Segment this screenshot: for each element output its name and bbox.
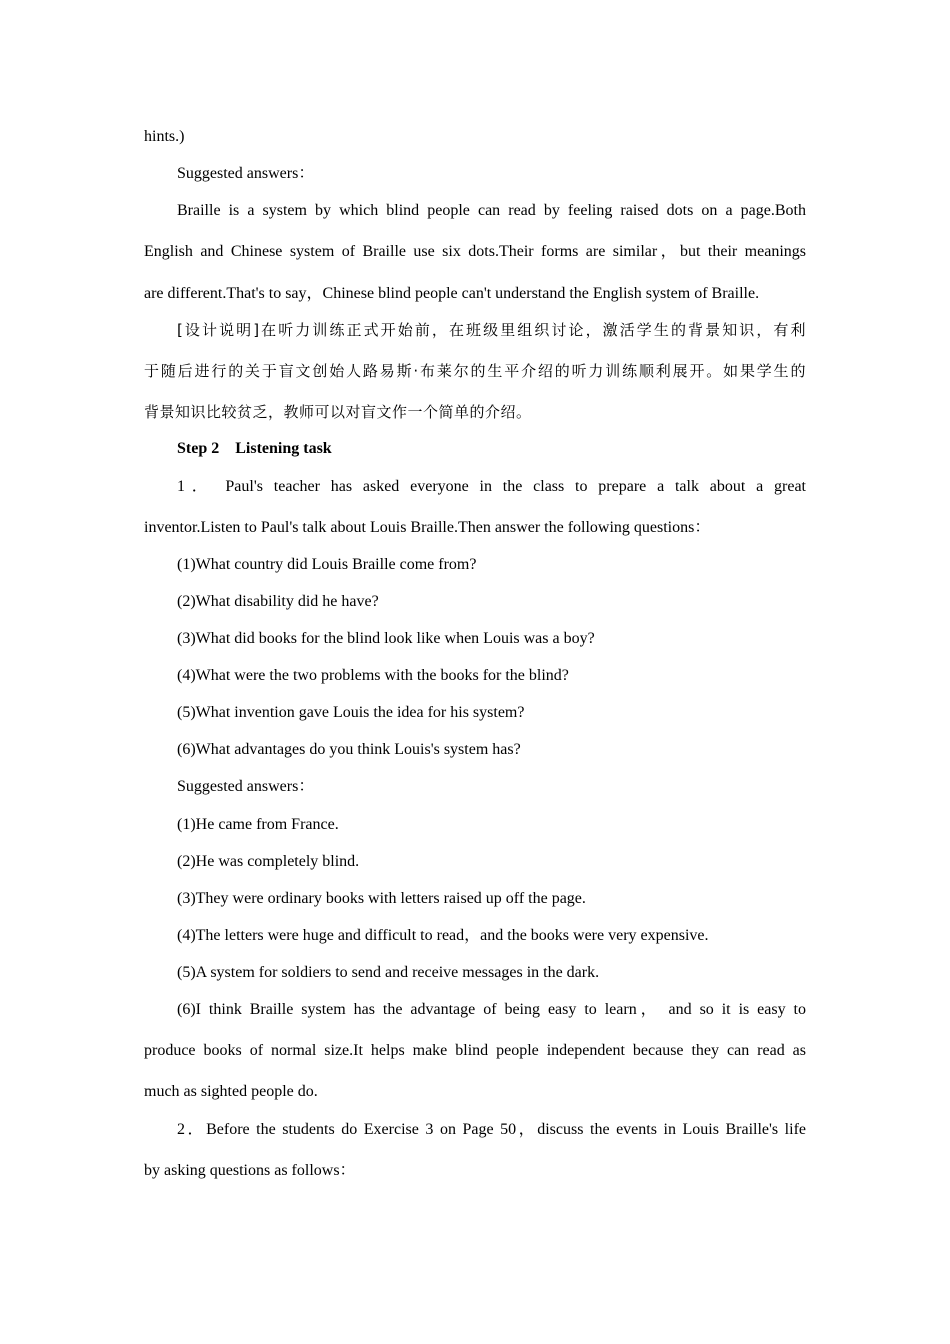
answer-paragraph-line: are different.That's to say，Chinese blind people can't understand the English system of Braille. <box>144 285 760 302</box>
design-note-line: 背景知识比较贫乏，教师可以对盲文作一个简单的介绍。 <box>144 403 532 421</box>
suggested-answers-label: Suggested answers： <box>177 165 315 182</box>
question-item: (4)What were the two problems with the books for the blind? <box>177 667 569 684</box>
answer-item: (6)I think Braille system has the advantage of being easy to learn， and so it is easy to <box>177 1001 807 1018</box>
answer-item: (3)They were ordinary books with letters raised up off the page. <box>177 890 586 907</box>
answer-item: (1)He came from France. <box>177 816 339 833</box>
answer-item: (5)A system for soldiers to send and receive messages in the dark. <box>177 964 600 981</box>
task-paragraph-line: by asking questions as follows： <box>144 1162 356 1179</box>
answer-item: (2)He was completely blind. <box>177 853 360 870</box>
task-paragraph-line: inventor.Listen to Paul's talk about Louis Braille.Then answer the following questions： <box>144 519 711 536</box>
question-item: (1)What country did Louis Braille come from? <box>177 556 477 573</box>
suggested-answers-label: Suggested answers： <box>177 778 315 795</box>
answer-paragraph-line: Braille is a system by which blind people can read by feeling raised dots on a page.Both <box>177 202 806 219</box>
question-item: (2)What disability did he have? <box>177 593 379 610</box>
section-heading: Step 2 Listening task <box>177 440 332 457</box>
design-note-line: 于随后进行的关于盲文创始人路易斯·布莱尔的生平介绍的听力训练顺利展开。如果学生的 <box>144 362 806 380</box>
answer-paragraph-line: English and Chinese system of Braille use six dots.Their forms are similar，but their meanings <box>144 243 806 260</box>
question-item: (5)What invention gave Louis the idea for his system? <box>177 704 525 721</box>
answer-item: (4)The letters were huge and difficult to read，and the books were very expensive. <box>177 927 709 944</box>
design-note-line: [设计说明]在听力训练正式开始前，在班级里组织讨论，激活学生的背景知识，有利 <box>177 321 806 339</box>
question-item: (3)What did books for the blind look like when Louis was a boy? <box>177 630 595 647</box>
task-paragraph-line: 1． Paul's teacher has asked everyone in the class to prepare a talk about a great <box>177 478 807 495</box>
answer-item-continued: much as sighted people do. <box>144 1083 318 1100</box>
text-line: hints.) <box>144 128 185 145</box>
task-paragraph-line: 2．Before the students do Exercise 3 on Page 50，discuss the events in Louis Braille's life <box>177 1121 806 1138</box>
answer-item-continued: produce books of normal size.It helps make blind people independent because they can read as <box>144 1042 806 1059</box>
question-item: (6)What advantages do you think Louis's system has? <box>177 741 521 758</box>
